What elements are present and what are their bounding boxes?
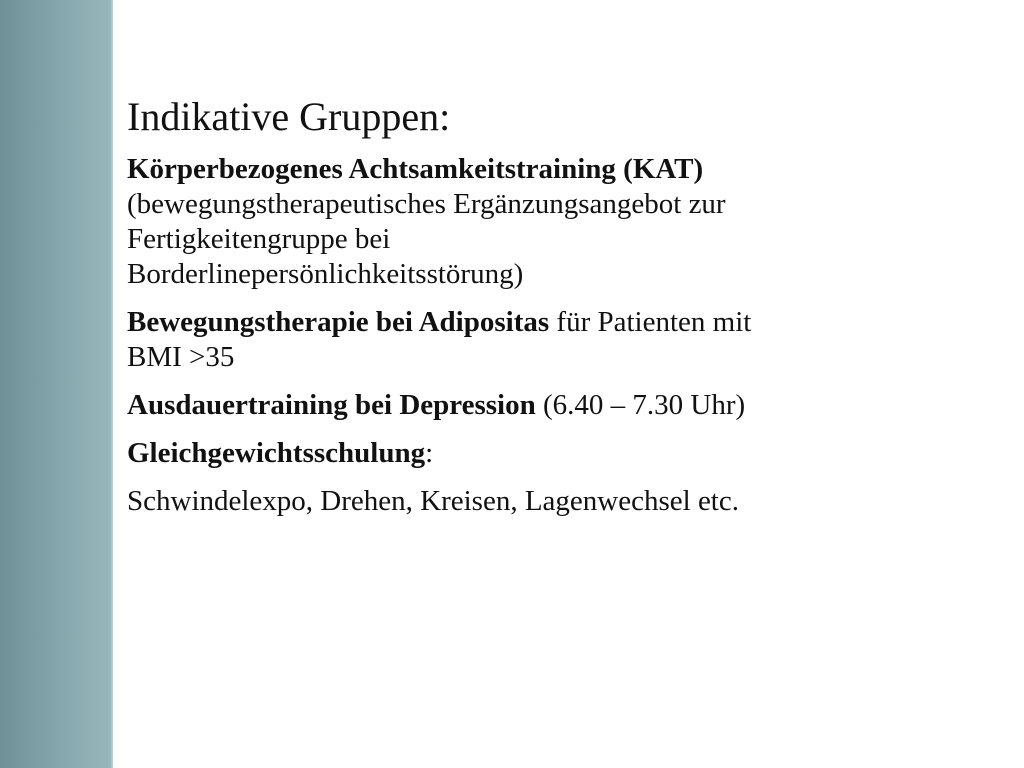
item-adipositas (127, 305, 987, 375)
item-schwindel (127, 484, 987, 519)
item-gleichgewicht (127, 436, 987, 471)
decorative-sidebar (0, 0, 113, 768)
item-kat-heading: Körperbezogenes Achtsamkeitstraining (KAT) (127, 153, 704, 185)
item-depression (127, 388, 987, 423)
item-depression-heading: Ausdauertraining bei Depression (127, 389, 536, 421)
sidebar-edge-highlight (110, 0, 114, 768)
item-kat (127, 152, 987, 292)
item-depression-time: (6.40 – 7.30 Uhr) (535, 389, 746, 421)
slide-title: Indikative Gruppen: (127, 94, 451, 139)
item-adipositas-heading: Bewegungstherapie bei Adipositas (127, 306, 550, 338)
slide-content (127, 92, 987, 532)
item-gleichgewicht-heading: Gleichgewichtsschulung (127, 437, 426, 469)
item-adipositas-text: für Patienten mit (549, 306, 752, 338)
item-kat-line-2: Fertigkeitengruppe bei (127, 223, 391, 255)
item-schwindel-text: Schwindelexpo, Drehen, Kreisen, Lagenwechsel etc. (127, 485, 739, 517)
item-gleichgewicht-colon: : (425, 437, 434, 469)
item-adipositas-line-2: BMI >35 (127, 341, 235, 373)
item-kat-line-3: Borderlinepersönlichkeitsstörung) (127, 258, 524, 290)
item-kat-line-1: (bewegungstherapeutisches Ergänzungsangebot zur (127, 188, 726, 220)
